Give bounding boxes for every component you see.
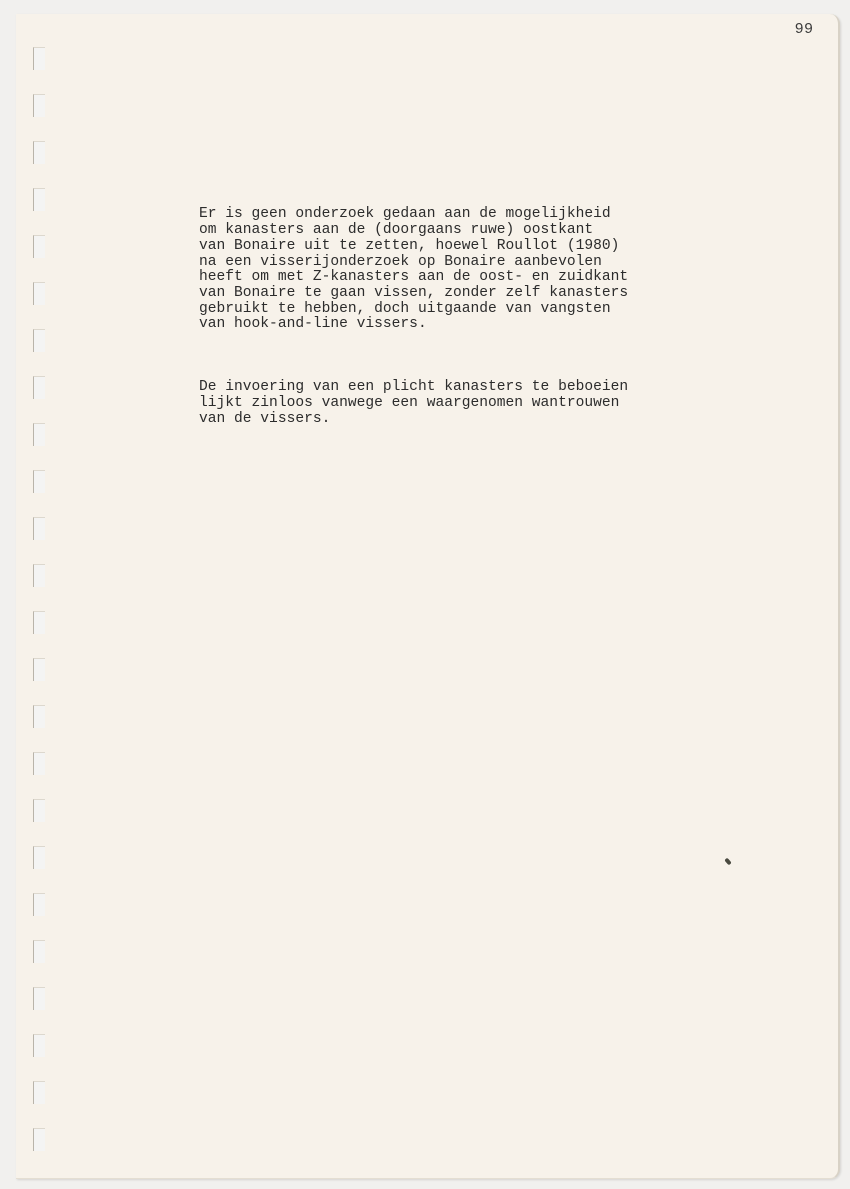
binding-hole bbox=[33, 1081, 45, 1104]
text-line: van Bonaire uit te zetten, hoewel Roullot (1980) bbox=[199, 237, 620, 254]
text-line: van Bonaire te gaan vissen, zonder zelf kanasters bbox=[199, 284, 629, 301]
binding-hole bbox=[33, 846, 45, 869]
paper-speck bbox=[724, 858, 732, 866]
text-line: lijkt zinloos vanwege een waargenomen wantrouwen bbox=[199, 394, 620, 411]
binding-hole bbox=[33, 658, 45, 681]
text-line: om kanasters aan de (doorgaans ruwe) oostkant bbox=[199, 222, 594, 239]
binding-hole bbox=[33, 329, 45, 352]
binding-hole bbox=[33, 517, 45, 540]
binding-hole bbox=[33, 799, 45, 822]
binding-hole bbox=[33, 376, 45, 399]
binding-hole bbox=[33, 1034, 45, 1057]
text-line: De invoering van een plicht kanasters te beboeien bbox=[199, 379, 629, 396]
page-number: 99 bbox=[795, 20, 814, 37]
text-line: heeft om met Z-kanasters aan de oost- en zuidkant bbox=[199, 269, 629, 286]
binding-hole bbox=[33, 940, 45, 963]
binding-hole bbox=[33, 987, 45, 1010]
body-text bbox=[199, 176, 739, 474]
binding-hole bbox=[33, 47, 45, 70]
binding-hole bbox=[33, 1128, 45, 1151]
binding-hole bbox=[33, 423, 45, 446]
text-line: gebruikt te hebben, doch uitgaande van vangsten bbox=[199, 300, 611, 317]
text-line: van hook-and-line vissers. bbox=[199, 316, 427, 333]
binding-hole bbox=[33, 94, 45, 117]
binding-hole bbox=[33, 564, 45, 587]
binding-hole bbox=[33, 893, 45, 916]
binding-hole bbox=[33, 752, 45, 775]
text-line: Er is geen onderzoek gedaan aan de mogelijkheid bbox=[199, 206, 611, 223]
binding-hole bbox=[33, 470, 45, 493]
paragraph bbox=[199, 380, 739, 427]
binding-holes bbox=[33, 47, 47, 1167]
binding-hole bbox=[33, 705, 45, 728]
paragraph bbox=[199, 207, 739, 333]
binding-hole bbox=[33, 611, 45, 634]
binding-hole bbox=[33, 188, 45, 211]
text-line: na een visserijonderzoek op Bonaire aanbevolen bbox=[199, 253, 602, 270]
document-page bbox=[16, 14, 840, 1179]
binding-hole bbox=[33, 141, 45, 164]
binding-hole bbox=[33, 235, 45, 258]
binding-hole bbox=[33, 282, 45, 305]
text-line: van de vissers. bbox=[199, 410, 331, 427]
